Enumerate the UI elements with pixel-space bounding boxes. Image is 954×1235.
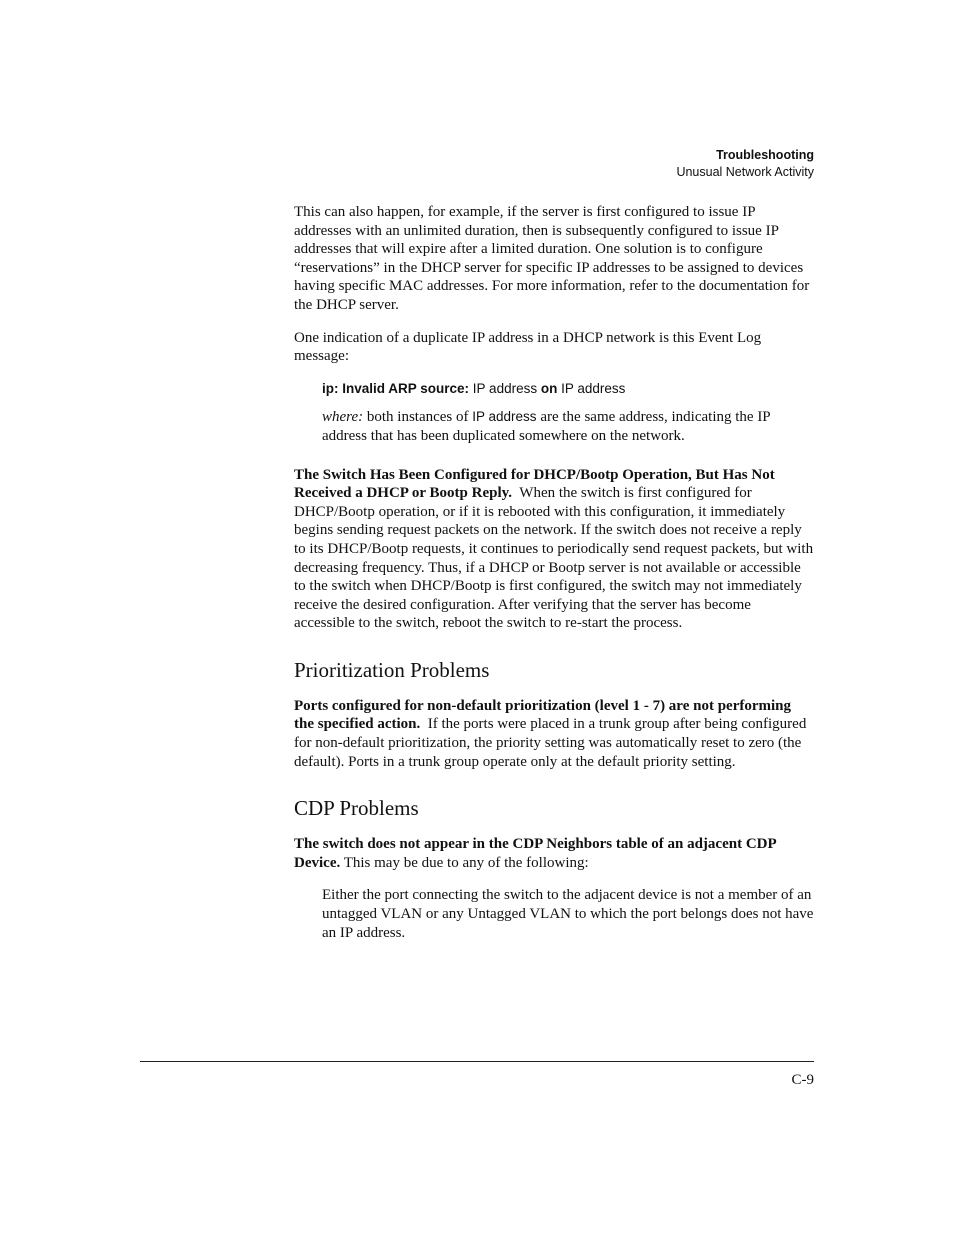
paragraph-server-config: This can also happen, for example, if the server is first configured to issue IP addresses with an unlimited duration, then is subsequently configured to issue IP addresses that will expire after a limited duration. One solution is to configure “reservations” in the DHCP server for specific IP addresses to be assigned to devices having specific MAC addresses. For more information, refer to the documentation for the DHCP server. — [294, 204, 810, 313]
event-log-arg1: IP address — [472, 380, 538, 396]
where-label: where: — [322, 409, 364, 426]
event-log-message — [322, 380, 814, 399]
where-after: are the same address, indicating the IP address that has been duplicated somewhere on the network. — [322, 409, 771, 444]
running-header — [676, 147, 814, 181]
paragraph-dhcp-bootp — [294, 466, 814, 633]
dhcp-text: When the switch is first configured for DHCP/Bootp operation, or if it is rebooted with this configuration, it immediately begins sending request packets on the network. If the switch does not receive a reply to its DHCP/Bootp requests, it continues to periodically send request packets, but with decreasing frequency. Thus, if a DHCP or Bootp server is not available or accessible to the switch when DHCP/Bootp is first configured, the switch may not immediately receive the desired configuration. After verifying that the server has become accessible to the switch, reboot the switch to re-start the process. — [294, 485, 814, 632]
prio-text: If the ports were placed in a trunk group after being configured for non-default prioritization, the priority setting was automatically reset to zero (the default). Ports in a trunk group operate only at the default priority setting. — [294, 716, 807, 770]
cdp-item-untagged-vlan: Either the port connecting the switch to the adjacent device is not a member of an untagged VLAN or any Untagged VLAN to which the port belongs does not have an IP address. — [322, 887, 814, 941]
paragraph-cdp — [294, 835, 814, 872]
event-log-prefix: ip: Invalid ARP source: — [322, 380, 470, 396]
header-chapter-title: Troubleshooting — [716, 148, 814, 162]
cdp-text: This may be due to any of the following: — [343, 854, 589, 871]
cdp-lead: The switch does not appear in the CDP Neighbors table of an adjacent CDP Device. — [294, 836, 776, 871]
where-explanation — [322, 408, 814, 445]
heading-cdp-problems: CDP Problems — [294, 796, 419, 821]
where-before: both instances of — [366, 409, 469, 426]
page-body — [294, 203, 814, 956]
footer-rule — [140, 1061, 814, 1062]
paragraph-prioritization — [294, 697, 814, 771]
paragraph-duplicate-ip: One indication of a duplicate IP address in a DHCP network is this Event Log message: — [294, 329, 762, 365]
prio-lead: Ports configured for non-default prioritization (level 1 - 7) are not performing the specified action. — [294, 697, 792, 733]
event-log-arg2: IP address — [561, 380, 626, 396]
dhcp-lead: The Switch Has Been Configured for DHCP/Bootp Operation, But Has Not Received a DHCP or Bootp Reply. — [294, 466, 775, 502]
event-log-on: on — [540, 380, 558, 396]
header-section-title: Unusual Network Activity — [676, 165, 814, 179]
where-mono: IP address — [472, 409, 537, 425]
heading-prioritization-problems: Prioritization Problems — [294, 657, 490, 682]
page-number: C-9 — [791, 1072, 814, 1088]
